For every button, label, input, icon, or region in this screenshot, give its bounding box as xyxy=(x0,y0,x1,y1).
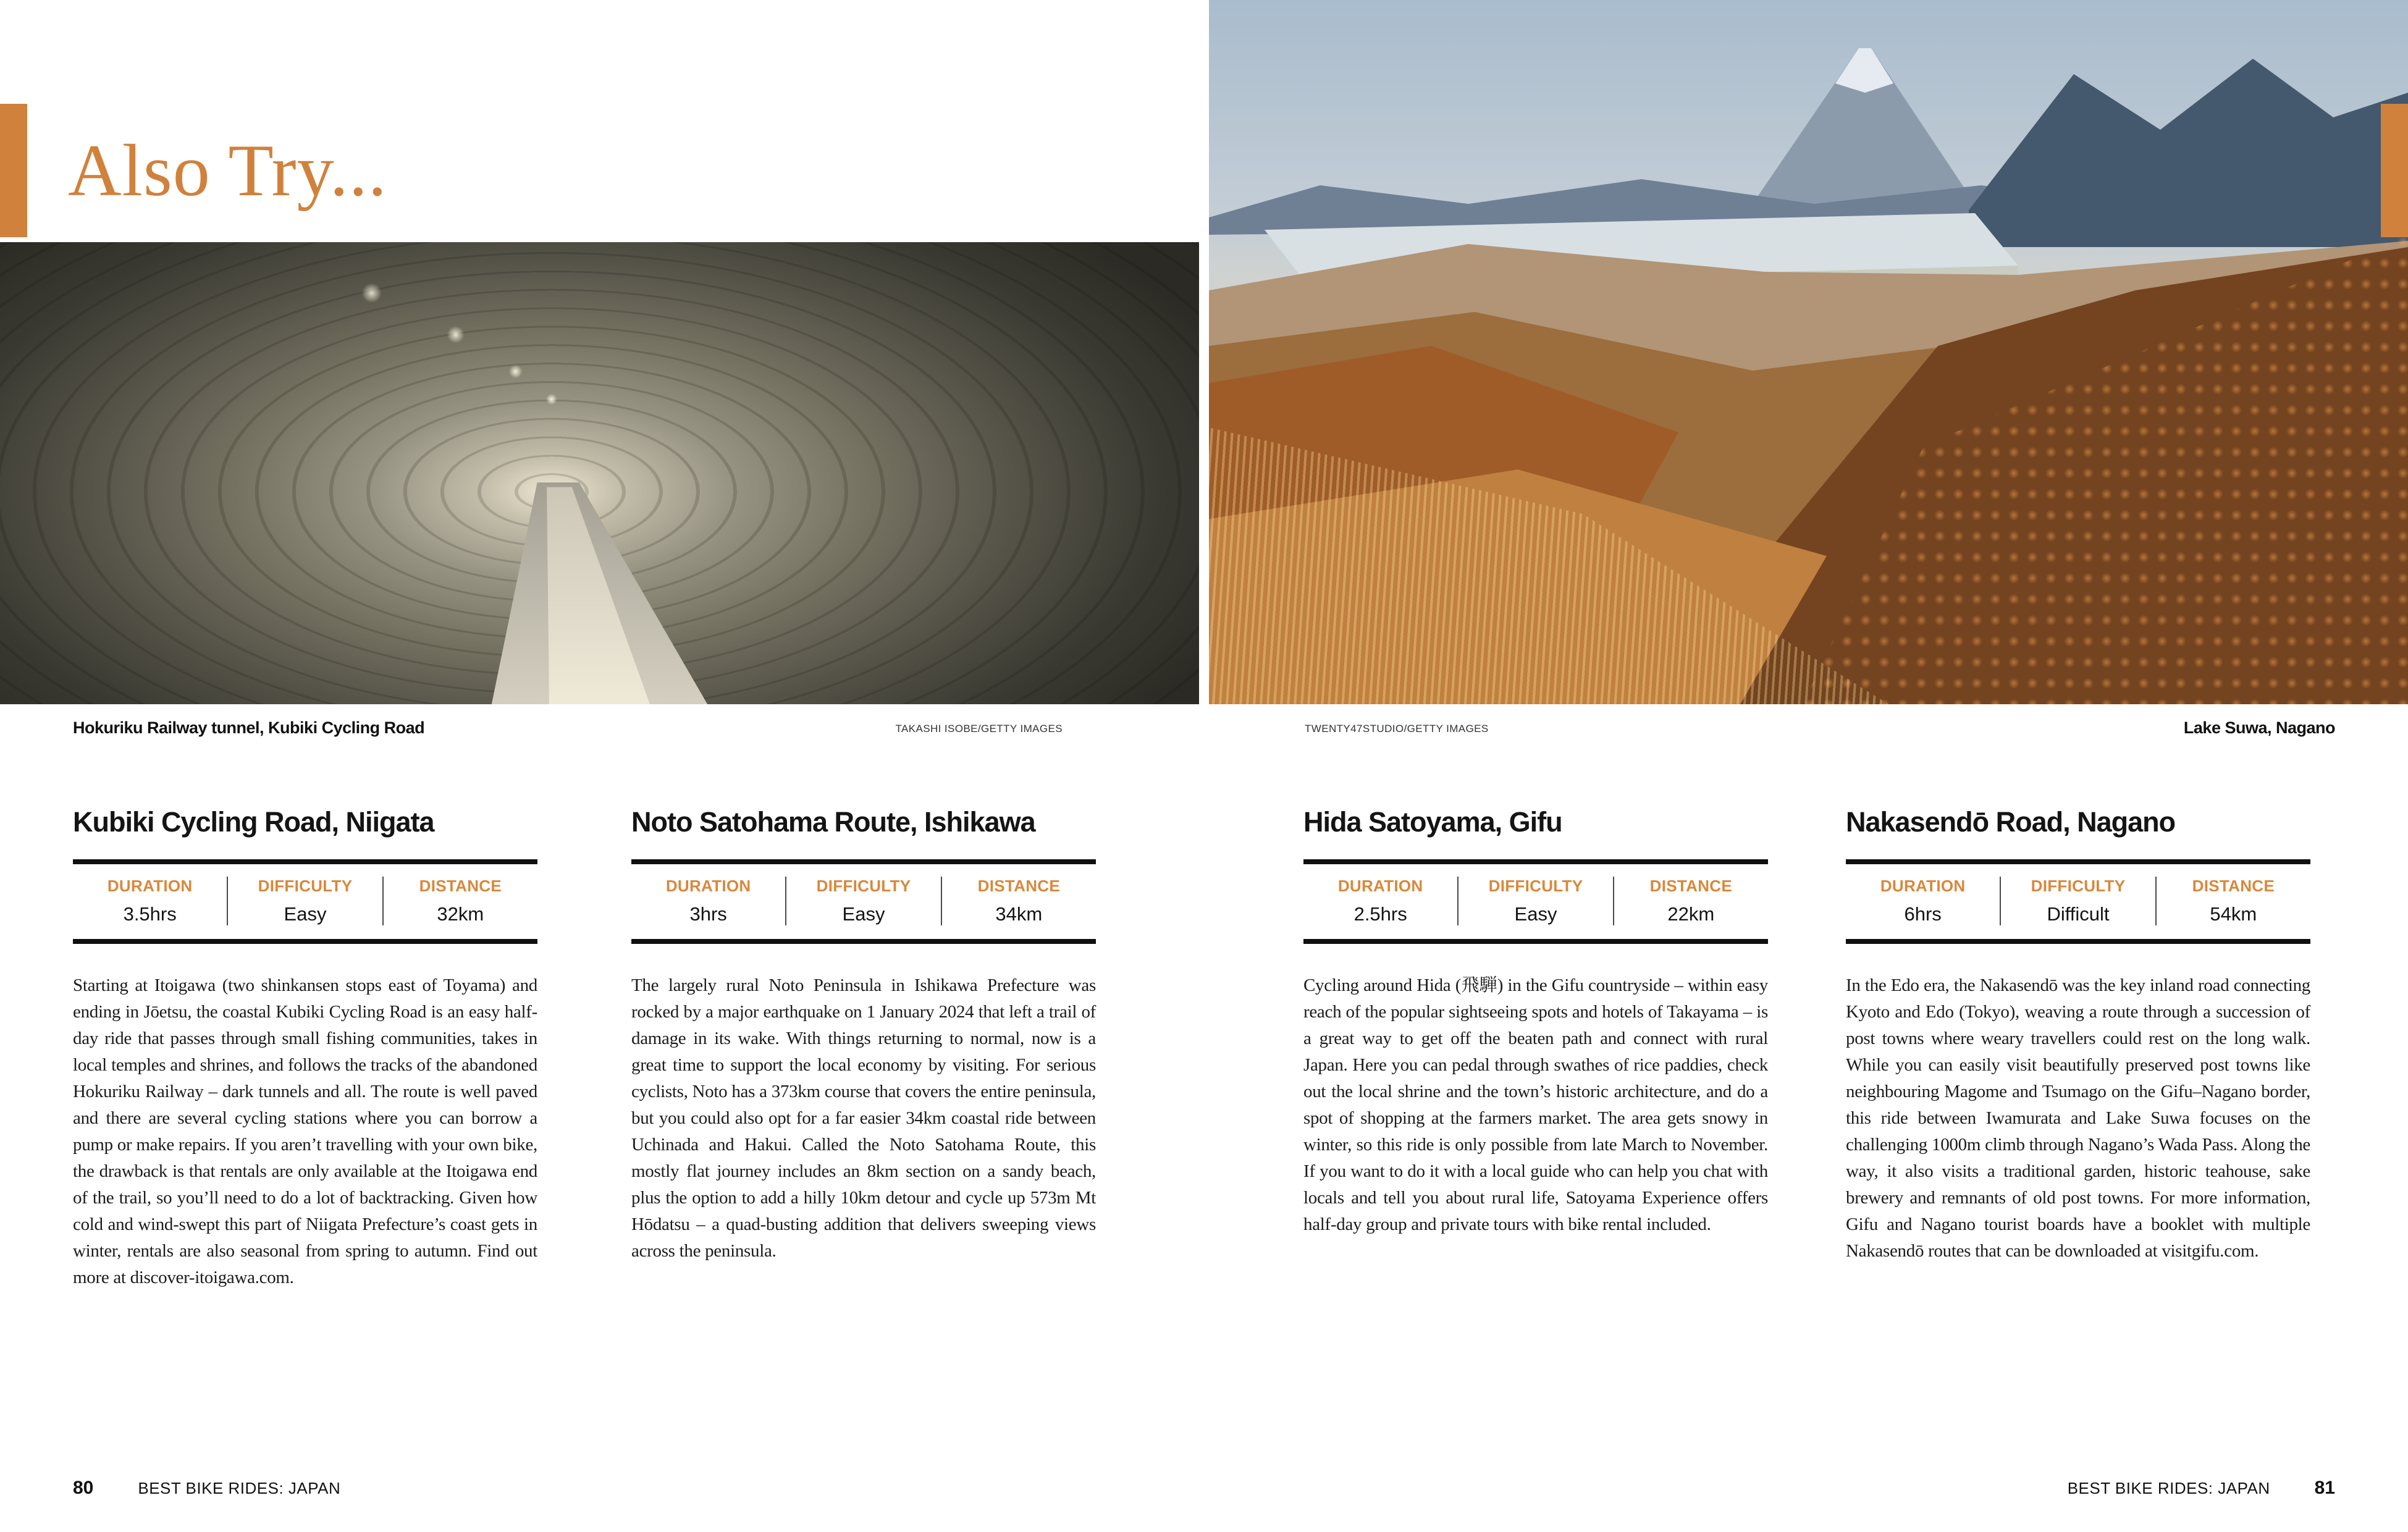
route-body: In the Edo era, the Nakasendō was the key inland road connecting Kyoto and Edo (Tokyo), weaving a route through a succession of post towns where weary travellers could rest on the long walk. While you can easily visit beautifully preserved post towns like neighbouring Magome and Tsumago on the Gifu–Nagano border, this ride between Iwamurata and Lake Suwa focuses on the challenging 1000m climb through Nagano’s Wada Pass. Along the way, it also visits a traditional garden, historic teahouse, sake brewery and remnants of old post towns. For more information, Gifu and Nagano tourist boards have a booklet with multiple Nakasendō routes that can be downloaded at visitgifu.com. xyxy=(1846,975,2310,1261)
route-heading: Kubiki Cycling Road, Niigata xyxy=(73,806,434,838)
stat-value-duration: 3.5hrs xyxy=(123,903,177,925)
stat-label-difficulty: DIFFICULTY xyxy=(816,876,911,895)
book-title-left: BEST BIKE RIDES: JAPAN xyxy=(138,1479,341,1497)
stat-label-distance: DISTANCE xyxy=(977,876,1060,895)
tunnel-photo xyxy=(0,242,1199,704)
footer-left xyxy=(73,1478,340,1499)
photo-caption-right: Lake Suwa, Nagano xyxy=(2183,718,2335,737)
stat-value-difficulty: Easy xyxy=(284,903,327,925)
stat-label-difficulty: DIFFICULTY xyxy=(258,876,353,895)
stat-duration xyxy=(1303,877,1457,925)
stat-value-difficulty: Difficult xyxy=(2047,903,2110,925)
stat-value-duration: 6hrs xyxy=(1904,903,1942,925)
photo-credit-right: TWENTY47STUDIO/GETTY IMAGES xyxy=(1305,723,1489,734)
stat-label-duration: DURATION xyxy=(107,876,193,895)
stats-table xyxy=(1303,859,1768,944)
page-number-right: 81 xyxy=(2314,1478,2335,1498)
route-column-noto xyxy=(631,806,1096,1282)
stat-label-duration: DURATION xyxy=(1880,876,1966,895)
stats-table xyxy=(631,859,1096,944)
stat-distance xyxy=(2157,877,2310,925)
page-number-left: 80 xyxy=(73,1478,94,1498)
tunnel-photo-lights xyxy=(0,242,1199,704)
stat-label-duration: DURATION xyxy=(665,876,751,895)
route-body: Cycling around Hida (飛騨) in the Gifu countryside – within easy reach of the popular sightseeing spots and hotels of Takayama – is a great way to get off the beaten path and connect with rural Japan. Here you can pedal through swathes of rice paddies, check out the local shrine and the town’s historic architecture, and do a spot of shopping at the farmers market. The area gets snowy in winter, so this ride is only possible from late March to November. If you want to do it with a local guide who can help you chat with locals and tell you about rural life, Satoyama Experience offers half-day group and private tours with bike rental included. xyxy=(1303,975,1768,1234)
stat-duration xyxy=(73,877,227,925)
stat-label-difficulty: DIFFICULTY xyxy=(2031,876,2126,895)
stat-label-duration: DURATION xyxy=(1337,876,1423,895)
stat-difficulty xyxy=(2000,877,2156,925)
lake-suwa-photo xyxy=(1209,0,2408,704)
footer-right xyxy=(2068,1478,2335,1499)
stats-table xyxy=(1846,859,2310,944)
accent-tab-right xyxy=(2381,104,2408,237)
stat-difficulty xyxy=(1457,877,1614,925)
stats-table xyxy=(73,859,537,944)
route-heading: Nakasendō Road, Nagano xyxy=(1846,806,2176,838)
stat-duration xyxy=(1846,877,2000,925)
photo-credit-left: TAKASHI ISOBE/GETTY IMAGES xyxy=(895,723,1063,734)
stat-value-distance: 54km xyxy=(2210,903,2257,925)
stat-distance xyxy=(1614,877,1768,925)
stat-label-distance: DISTANCE xyxy=(1649,876,1732,895)
stat-distance xyxy=(942,877,1096,925)
stat-value-duration: 3hrs xyxy=(689,903,727,925)
route-heading: Noto Satohama Route, Ishikawa xyxy=(631,806,1035,838)
stat-value-difficulty: Easy xyxy=(1514,903,1557,925)
stat-value-distance: 32km xyxy=(437,903,484,925)
stat-value-difficulty: Easy xyxy=(842,903,885,925)
route-column-kubiki xyxy=(73,806,537,1309)
photo-caption-left: Hokuriku Railway tunnel, Kubiki Cycling Road xyxy=(73,718,425,737)
stat-label-difficulty: DIFFICULTY xyxy=(1488,876,1583,895)
book-title-right: BEST BIKE RIDES: JAPAN xyxy=(2067,1479,2270,1497)
stat-value-distance: 22km xyxy=(1667,903,1715,925)
route-body: Starting at Itoigawa (two shinkansen stops east of Toyama) and ending in Jōetsu, the coastal Kubiki Cycling Road is an easy half-day ride that passes through small fishing communities, takes in local temples and shrines, and follows the tracks of the abandoned Hokuriku Railway – dark tunnels and all. The route is well paved and there are several cycling stations where you can borrow a pump or make repairs. If you aren’t travelling with your own bike, the drawback is that rentals are only available at the Itoigawa end of the trail, so you’ll need to do a lot of backtracking. Given how cold and wind-swept this part of Niigata Prefecture’s coast gets in winter, rentals are also seasonal from spring to autumn. Find out more at discover-itoigawa.com. xyxy=(73,975,537,1287)
accent-tab-left xyxy=(0,104,27,237)
page-title: Also Try... xyxy=(68,129,387,211)
stat-difficulty xyxy=(227,877,383,925)
stat-label-distance: DISTANCE xyxy=(419,876,502,895)
route-body: The largely rural Noto Peninsula in Ishikawa Prefecture was rocked by a major earthquake on 1 January 2024 that left a trail of damage in its wake. With things returning to normal, now is a great time to support the local economy by visiting. For serious cyclists, Noto has a 373km course that covers the entire peninsula, but you could also opt for a far easier 34km coastal ride between Uchinada and Hakui. Called the Noto Satohama Route, this mostly flat journey includes an 8km section on a sandy beach, plus the option to add a hilly 10km detour and cycle up 573m Mt Hōdatsu – a quad-busting addition that delivers sweeping views across the peninsula. xyxy=(631,975,1096,1261)
route-column-nakasendo xyxy=(1846,806,2310,1282)
stat-duration xyxy=(631,877,785,925)
stat-distance xyxy=(384,877,537,925)
stat-difficulty xyxy=(785,877,941,925)
stat-value-distance: 34km xyxy=(995,903,1043,925)
stat-label-distance: DISTANCE xyxy=(2192,876,2275,895)
route-column-hida xyxy=(1303,806,1768,1256)
route-heading: Hida Satoyama, Gifu xyxy=(1303,806,1562,838)
stat-value-duration: 2.5hrs xyxy=(1353,903,1407,925)
